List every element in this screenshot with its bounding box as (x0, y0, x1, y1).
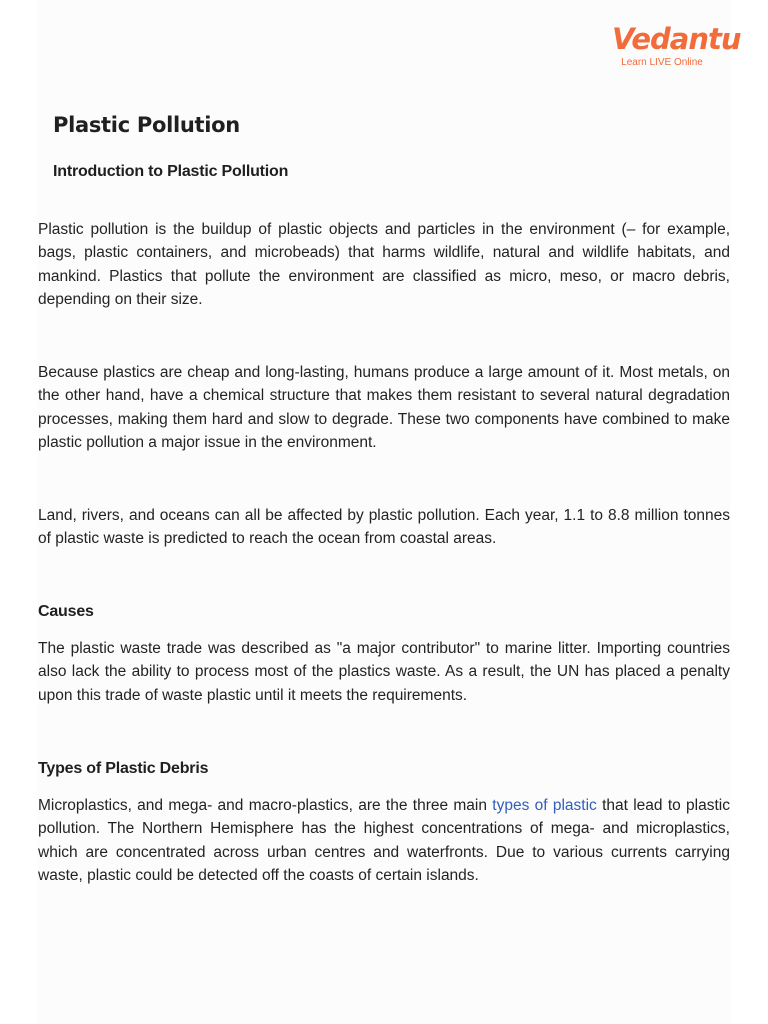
types-heading: Types of Plastic Debris (38, 760, 209, 777)
intro-paragraph-1: Plastic pollution is the buildup of plastic objects and particles in the environment (– for example, bags, plastic containers, and microbeads) that harms wildlife, natural and wildlife habitats, and mankind. Plastics that pollute the environment are classified as micro, meso, or macro debris, depending on their size. (38, 221, 730, 308)
types-of-plastic-link[interactable]: types of plastic (492, 797, 597, 814)
causes-heading: Causes (38, 603, 94, 620)
types-paragraph-start: Microplastics, and mega- and macro-plastics, are the three main (38, 797, 493, 814)
intro-heading: Introduction to Plastic Pollution (53, 163, 289, 180)
vedantu-logo[interactable] (612, 22, 741, 69)
logo-tagline: Learn LIVE Online (621, 57, 703, 68)
types-paragraph (38, 794, 730, 887)
intro-paragraph-2: Because plastics are cheap and long-lasting, humans produce a large amount of it. Most metals, on the other hand, have a chemical structure that makes them resistant to several natural degradation processes, making them hard and slow to degrade. These two components have combined to make plastic pollution a major issue in the environment. (38, 364, 730, 451)
logo-wordmark: Vedantu (612, 22, 741, 56)
intro-paragraph-3: Land, rivers, and oceans can all be affected by plastic pollution. Each year, 1.1 to 8.8 million tonnes of plastic waste is predicted to reach the ocean from coastal areas. (38, 507, 730, 548)
causes-paragraph: The plastic waste trade was described as "a major contributor" to marine litter. Importing countries also lack the ability to process most of the plastics waste. As a result, the UN has placed a penalty upon this trade of waste plastic until it meets the requirements. (38, 640, 730, 704)
types-paragraph-end: that lead to plastic pollution. The Northern Hemisphere has the highest concentrations of mega- and microplastics, which are concentrated across urban centres and waterfronts. Due to various currents carrying waste, plastic could be detected off the coasts of certain islands. (38, 797, 730, 884)
page-title: Plastic Pollution (53, 113, 240, 137)
